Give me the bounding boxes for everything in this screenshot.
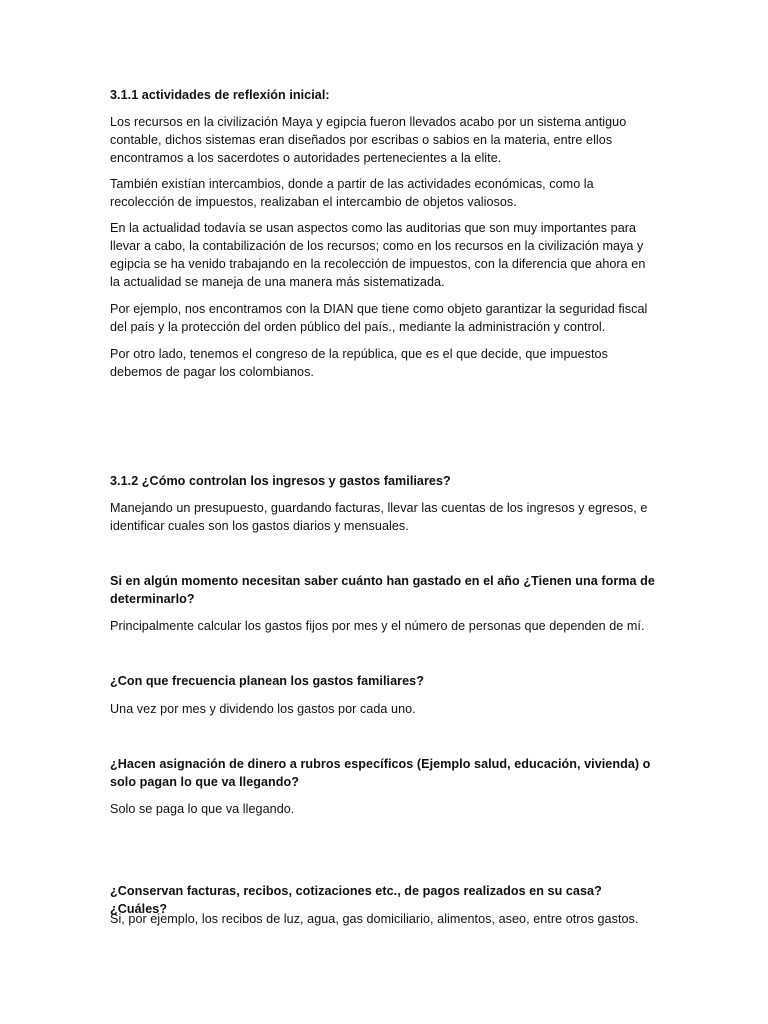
- section-1-paragraph-3: En la actualidad todavía se usan aspectos como las auditorias que son muy importantes para llevar a cabo, la contabilización de los recursos; como en los recursos en la civilización maya y egipcia se ha venido trabajando en la recolección de impuestos, con la diferencia que ahora en la actualidad se maneja de una manera más sistematizada.: [110, 221, 646, 289]
- section-1-paragraph-1: Los recursos en la civilización Maya y egipcia fueron llevados acabo por un sistema antiguo contable, dichos sistemas eran diseñados por escribas o sabios en la materia, entre ellos encontramos a los sacerdotes o autoridades pertenecientes a la elite.: [110, 115, 627, 165]
- answer-3: Solo se paga lo que va llegando.: [110, 802, 295, 816]
- section-2-answer: Manejando un presupuesto, guardando facturas, llevar las cuentas de los ingresos y egresos, e identificar cuales son los gastos diarios y mensuales.: [110, 501, 648, 533]
- question-2: ¿Con que frecuencia planean los gastos familiares?: [110, 674, 424, 688]
- answer-1: Principalmente calcular los gastos fijos por mes y el número de personas que dependen de mí.: [110, 619, 645, 633]
- section-1-paragraph-4: Por ejemplo, nos encontramos con la DIAN que tiene como objeto garantizar la seguridad fiscal del país y la protección del orden público del país., mediante la administración y control.: [110, 302, 648, 334]
- section-1-paragraph-2: También existían intercambios, donde a partir de las actividades económicas, como la recolección de impuestos, realizaban el intercambio de objetos valiosos.: [110, 177, 594, 209]
- section-1-heading: 3.1.1 actividades de reflexión inicial:: [110, 88, 330, 102]
- question-3: ¿Hacen asignación de dinero a rubros específicos (Ejemplo salud, educación, vivienda) o solo pagan lo que va llegando?: [110, 757, 651, 789]
- question-4: ¿Conservan facturas, recibos, cotizaciones etc., de pagos realizados en su casa? ¿Cuáles?: [110, 884, 602, 916]
- answer-4: Si, por ejemplo, los recibos de luz, agua, gas domiciliario, alimentos, aseo, entre otros gastos.: [110, 912, 639, 926]
- section-2-heading: 3.1.2 ¿Cómo controlan los ingresos y gastos familiares?: [110, 474, 451, 488]
- question-1: Si en algún momento necesitan saber cuánto han gastado en el año ¿Tienen una forma de determinarlo?: [110, 574, 655, 606]
- section-1-paragraph-5: Por otro lado, tenemos el congreso de la república, que es el que decide, que impuestos debemos de pagar los colombianos.: [110, 347, 608, 379]
- answer-2: Una vez por mes y dividendo los gastos por cada uno.: [110, 702, 416, 716]
